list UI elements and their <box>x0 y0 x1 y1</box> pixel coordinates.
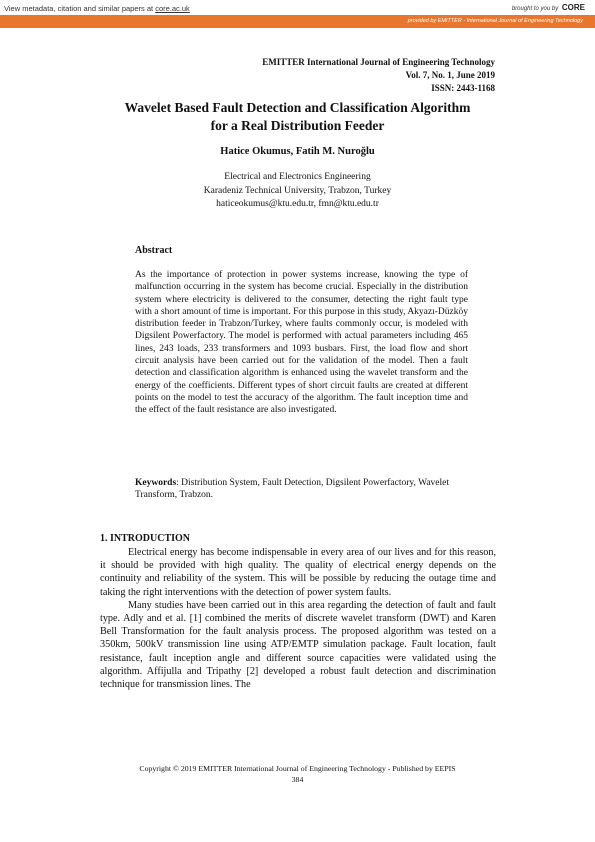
introduction-body <box>100 546 496 691</box>
page-number: 384 <box>291 775 304 784</box>
provider-banner <box>0 15 595 28</box>
affiliation-dept: Electrical and Electronics Engineering <box>224 172 371 182</box>
paper-title <box>80 99 515 135</box>
provided-by-text: provided by EMITTER - International Journal of Engineering Technology <box>407 18 583 24</box>
intro-paragraph-1: Electrical energy has become indispensable in every area of our lives and for this reason, it should be provided with high quality. The quality of electrical energy depends on the continuity and reliability of the system. This will be possible by reducing the outage time and taking the right interventions with the detection of power system faults. <box>100 547 496 598</box>
brought-by: brought to you by CORE <box>511 3 585 12</box>
journal-issn: ISSN: 2443-1168 <box>431 83 495 93</box>
journal-name: EMITTER International Journal of Engineering Technology <box>262 57 495 67</box>
top-banner <box>0 0 595 15</box>
copyright: Copyright © 2019 EMITTER International Journal of Engineering Technology - Published by EEPIS <box>139 764 456 773</box>
abstract-heading: Abstract <box>135 245 173 256</box>
core-link[interactable]: core.ac.uk <box>155 4 190 13</box>
keywords-label: Keywords <box>135 478 177 488</box>
keywords <box>135 477 468 502</box>
metadata-notice: View metadata, citation and similar papers at core.ac.uk <box>4 4 190 13</box>
abstract-body: As the importance of protection in power systems increase, knowing the type of malfunction occurring in the system has become crucial. Especially in the distribution system where electricity is delivered to the consumer, detecting the right fault type with a short amount of time is important. For this purpose in this study, Akyazı-Düzköy distribution feeder in Trabzon/Turkey, where faults commonly occur, is modeled with Digsilent Powerfactory. The model is performed with actual parameters including 465 lines, 243 loads, 233 transformers and 1093 busbars. First, the load flow and short circuit analysis have been carried out for the validation of the model. Then a fault detection and classification algorithm is enhanced using the wavelet transform and the energy of the coefficients. Different types of short circuit faults are created at different points on the model to test the accuracy of the algorithm. The fault inception time and the effect of the fault resistance are also investigated. <box>135 270 468 416</box>
affiliation <box>80 171 515 212</box>
intro-paragraph-2: Many studies have been carried out in this area regarding the detection of fault and fault type. Adly and et al. [1] combined the merits of discrete wavelet transform (DWT) and Karen Bell Transformation for the fault analysis process. The proposed algorithm was tested on a 350km, 500kV transmission line using ATP/EMTP simulation package. Fault location, fault resistance, fault inception angle and different source capacities were validated using the algorithm. Affijulla and Tripathy [2] developed a robust fault detection and discrimination technique for transmission lines. The <box>100 599 496 691</box>
page-footer <box>80 763 515 785</box>
journal-header <box>262 56 495 95</box>
section-heading-introduction: 1. INTRODUCTION <box>100 533 191 544</box>
title-line-1: Wavelet Based Fault Detection and Classification Algorithm <box>124 100 471 115</box>
affiliation-university: Karadeniz Technical University, Trabzon, Turkey <box>203 185 392 196</box>
core-logo[interactable]: CORE <box>561 3 585 12</box>
keywords-list: : Distribution System, Fault Detection, Digsilent Powerfactory, Wavelet Transform, Trabzon. <box>135 478 450 501</box>
affiliation-emails: haticeokumus@ktu.edu.tr, fmn@ktu.edu.tr <box>216 199 379 209</box>
journal-volume: Vol. 7, No. 1, June 2019 <box>405 70 495 80</box>
title-line-2: for a Real Distribution Feeder <box>210 118 385 133</box>
paper-authors: Hatice Okumus, Fatih M. Nuroğlu <box>220 146 375 157</box>
